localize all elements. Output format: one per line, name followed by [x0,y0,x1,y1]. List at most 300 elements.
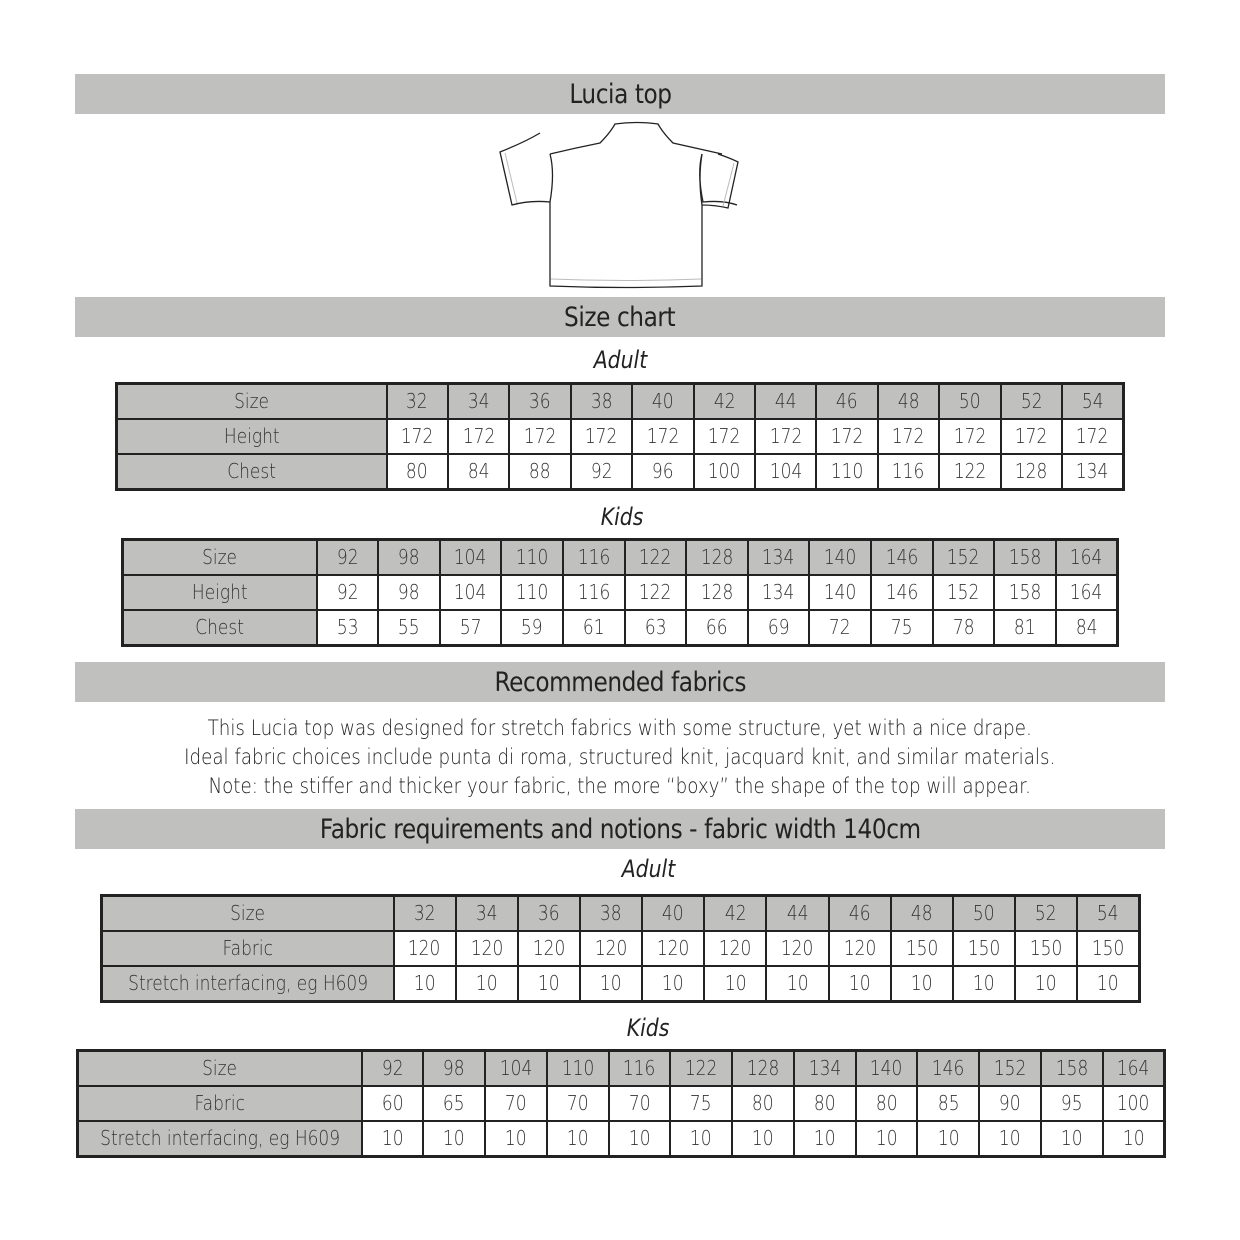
size-header-cell [485,1051,547,1087]
size-header-cell [1015,896,1077,932]
size-header-cell [878,384,939,420]
cell-value: 104 [454,545,487,569]
row-label [123,540,317,576]
cell-value: 116 [892,459,925,483]
cell-value: 54 [1081,389,1104,413]
table-cell [317,575,379,610]
table-cell [1056,610,1118,646]
cell-value: 128 [700,545,734,569]
fabrics-bar [75,662,1165,702]
cell-value: 158 [1008,545,1042,569]
table-row-size [117,384,1124,420]
cell-value: 152 [993,1056,1027,1080]
row-label-text: Size [202,1056,238,1080]
table-row-stretch-interfacing [102,966,1140,1002]
cell-value: 120 [843,936,876,960]
size-header-cell [1041,1051,1103,1087]
cell-value: 84 [1075,615,1098,639]
cell-value: 134 [1076,459,1109,483]
cell-value: 120 [594,936,628,960]
cell-value: 172 [708,424,741,448]
req-adult-label: Adult [621,855,675,883]
cell-value: 140 [823,580,857,604]
table-cell [933,610,995,646]
table-cell [917,1121,979,1157]
cell-value: 122 [684,1056,718,1080]
size-chart-heading: Size chart [564,302,676,333]
cell-value: 92 [336,545,359,569]
cell-value: 75 [890,615,913,639]
table-cell [829,966,891,1002]
table-cell [1077,931,1139,966]
size-header-cell [423,1051,485,1087]
table-cell [501,575,563,610]
cell-value: 60 [381,1091,404,1115]
table-cell [440,575,502,610]
table-cell [829,931,891,966]
table-cell [1015,931,1077,966]
cell-value: 72 [829,615,851,639]
table-cell [518,931,580,966]
cell-value: 66 [706,615,728,639]
size-header-cell [694,384,755,420]
row-label [78,1051,362,1087]
table-cell [809,610,871,646]
cell-value: 48 [911,901,933,925]
size-header-cell [609,1051,671,1087]
cell-value: 78 [952,615,975,639]
size-header-cell [979,1051,1041,1087]
table-cell [456,931,518,966]
size-header-cell [571,384,632,420]
cell-value: 38 [600,901,622,925]
cell-value: 10 [786,971,809,995]
size-header-cell [1001,384,1062,420]
size-header-cell [794,1051,856,1087]
cell-value: 120 [408,936,441,960]
cell-value: 10 [1060,1126,1083,1150]
table-cell [547,1121,609,1157]
table-row-chest [123,610,1118,646]
table-cell [448,419,509,454]
cell-value: 80 [813,1091,836,1115]
row-label-text: Size [230,901,266,925]
cell-value: 10 [937,1126,960,1150]
size-header-cell [440,540,502,576]
row-label-text: Chest [195,615,245,639]
row-label [102,931,394,966]
cell-value: 116 [623,1056,656,1080]
size-header-cell [563,540,625,576]
t-shirt-outline [500,123,738,288]
cell-value: 88 [529,459,551,483]
table-cell [625,575,687,610]
cell-value: 100 [1117,1091,1150,1115]
table-cell [732,1121,794,1157]
size-header-cell [378,540,440,576]
cell-value: 150 [905,936,939,960]
table-cell [686,575,748,610]
table-cell [609,1121,671,1157]
fabrics-line-3: Note: the stiffer and thicker your fabric, the more “boxy” the shape of the top will appear. [208,774,1032,798]
table-cell [571,454,632,490]
cell-value: 55 [398,615,420,639]
table-cell [423,1086,485,1121]
cell-value: 120 [656,936,690,960]
cell-value: 10 [752,1126,774,1150]
row-label [78,1086,362,1121]
cell-value: 104 [454,580,487,604]
table-cell [953,966,1015,1002]
table-cell [1001,454,1062,490]
size-chart-bar [75,297,1165,337]
cell-value: 98 [398,545,420,569]
cell-value: 122 [639,580,672,604]
t-shirt-illustration [495,118,745,293]
size-header-cell [732,1051,794,1087]
cell-value: 40 [662,901,685,925]
table-row-size [102,896,1140,932]
table-cell [1001,419,1062,454]
table-cell [878,419,939,454]
table-cell [816,419,877,454]
cell-value: 134 [808,1056,841,1080]
table-cell [580,931,642,966]
table-row-stretch-interfacing [78,1121,1165,1157]
page-title: Lucia top [568,79,672,110]
cell-value: 110 [515,580,549,604]
cell-value: 172 [892,424,925,448]
cell-value: 69 [767,615,790,639]
cell-value: 46 [848,901,871,925]
row-label [123,610,317,646]
table-cell [362,1086,424,1121]
cell-value: 172 [523,424,557,448]
cell-value: 98 [443,1056,465,1080]
table-cell [609,1086,671,1121]
cell-value: 32 [413,901,436,925]
size-header-cell [580,896,642,932]
table-cell [1056,575,1118,610]
table-row-fabric [78,1086,1165,1121]
table-cell [509,419,570,454]
cell-value: 10 [381,1126,404,1150]
table-row-height [123,575,1118,610]
cell-value: 172 [585,424,618,448]
table-cell [485,1086,547,1121]
cell-value: 104 [499,1056,533,1080]
table-cell [748,610,810,646]
size-header-cell [1056,540,1118,576]
cell-value: 96 [652,459,674,483]
cell-value: 92 [336,580,359,604]
kids-size-table [121,538,1119,647]
size-header-cell [748,540,810,576]
row-label [117,419,387,454]
req-kids-subheading [598,1014,698,1042]
table-cell [856,1121,918,1157]
cell-value: 122 [639,545,672,569]
cell-value: 110 [515,545,549,569]
size-header-cell [518,896,580,932]
cell-value: 42 [724,901,747,925]
req-kids-label: Kids [626,1014,670,1042]
table-cell [394,931,456,966]
table-cell [891,931,953,966]
cell-value: 40 [652,389,674,413]
cell-value: 152 [947,545,980,569]
table-cell [1103,1121,1165,1157]
row-label-text: Height [223,424,280,448]
adult-size-table [115,382,1125,491]
size-kids-subheading [572,503,672,531]
size-adult-subheading [570,346,670,374]
row-label-text: Height [191,580,248,604]
cell-value: 128 [746,1056,780,1080]
cell-value: 80 [752,1091,774,1115]
table-cell [1103,1086,1165,1121]
cell-value: 150 [967,936,1001,960]
cell-value: 70 [566,1091,589,1115]
row-label [117,454,387,490]
cell-value: 172 [1076,424,1109,448]
table-cell [1041,1121,1103,1157]
cell-value: 70 [505,1091,527,1115]
size-header-cell [891,896,953,932]
size-header-cell [509,384,570,420]
cell-value: 134 [762,545,795,569]
size-header-cell [547,1051,609,1087]
table-cell [748,575,810,610]
cell-value: 54 [1097,901,1119,925]
cell-value: 146 [932,1056,965,1080]
size-header-cell [1062,384,1124,420]
table-cell [632,454,693,490]
cell-value: 122 [953,459,987,483]
cell-value: 152 [947,580,980,604]
cell-value: 38 [590,389,613,413]
cell-value: 120 [781,936,814,960]
cell-value: 10 [1097,971,1119,995]
cell-value: 95 [1060,1091,1083,1115]
cell-value: 140 [870,1056,903,1080]
fabrics-line-1: This Lucia top was designed for stretch fabrics with some structure, yet with a nice drape. [207,716,1033,740]
cell-value: 10 [911,971,933,995]
size-header-cell [704,896,766,932]
table-cell [501,610,563,646]
cell-value: 134 [762,580,795,604]
cell-value: 92 [590,459,613,483]
fabrics-description [75,714,1165,801]
size-header-cell [1103,1051,1165,1087]
table-cell [317,610,379,646]
size-header-cell [856,1051,918,1087]
table-cell [1041,1086,1103,1121]
size-kids-label: Kids [600,503,644,531]
cell-value: 50 [973,901,995,925]
table-cell [994,610,1056,646]
size-header-cell [362,1051,424,1087]
cell-value: 52 [1020,389,1043,413]
cell-value: 172 [830,424,864,448]
requirements-heading: Fabric requirements and notions - fabric width 140cm [319,814,921,845]
size-header-cell [917,1051,979,1087]
table-cell [362,1121,424,1157]
cell-value: 10 [813,1126,836,1150]
table-cell [917,1086,979,1121]
table-cell [878,454,939,490]
table-cell [939,419,1000,454]
adult-requirements-table [100,894,1141,1003]
table-cell [704,931,766,966]
table-cell [694,454,755,490]
row-label-text: Fabric [194,1091,245,1115]
table-row-chest [117,454,1124,490]
cell-value: 57 [459,615,482,639]
row-label [102,966,394,1002]
cell-value: 36 [529,389,551,413]
cell-value: 164 [1117,1056,1150,1080]
size-header-cell [1077,896,1139,932]
cell-value: 150 [1091,936,1125,960]
cell-value: 10 [973,971,995,995]
table-cell [670,1121,732,1157]
row-label-text: Stretch interfacing, eg H609 [100,1126,341,1150]
table-cell [732,1086,794,1121]
cell-value: 80 [875,1091,898,1115]
row-label-text: Size [234,389,270,413]
cell-value: 10 [413,971,436,995]
cell-value: 61 [582,615,605,639]
table-cell [766,931,828,966]
size-header-cell [501,540,563,576]
cell-value: 32 [406,389,429,413]
size-header-cell [829,896,891,932]
row-label-text: Stretch interfacing, eg H609 [127,971,368,995]
row-label [102,896,394,932]
cell-value: 81 [1014,615,1036,639]
size-header-cell [625,540,687,576]
table-cell [1062,454,1124,490]
cell-value: 100 [708,459,741,483]
cell-value: 10 [724,971,747,995]
cell-value: 10 [999,1126,1021,1150]
table-cell [871,610,933,646]
cell-value: 172 [769,424,802,448]
table-cell [1077,966,1139,1002]
cell-value: 158 [1055,1056,1089,1080]
cell-value: 80 [406,459,429,483]
row-label [78,1121,362,1157]
table-cell [694,419,755,454]
table-cell [686,610,748,646]
cell-value: 120 [719,936,752,960]
row-label [123,575,317,610]
table-cell [580,966,642,1002]
table-cell [994,575,1056,610]
requirements-bar [75,809,1165,849]
row-label-text: Fabric [222,936,273,960]
table-cell [979,1086,1041,1121]
cell-value: 92 [381,1056,404,1080]
cell-value: 158 [1008,580,1042,604]
table-cell [387,419,448,454]
table-cell [571,419,632,454]
req-adult-subheading [598,855,698,883]
size-header-cell [387,384,448,420]
cell-value: 36 [538,901,560,925]
table-cell [755,419,816,454]
cell-value: 34 [475,901,498,925]
table-cell [871,575,933,610]
cell-value: 84 [467,459,490,483]
table-cell [440,610,502,646]
cell-value: 172 [400,424,434,448]
cell-value: 10 [538,971,560,995]
cell-value: 52 [1035,901,1057,925]
table-row-fabric [102,931,1140,966]
table-cell [704,966,766,1002]
fabrics-line-2: Ideal fabric choices include punta di roma, structured knit, jacquard knit, and similar materials. [184,745,1056,769]
cell-value: 104 [769,459,802,483]
size-header-cell [448,384,509,420]
table-cell [394,966,456,1002]
table-cell [856,1086,918,1121]
cell-value: 172 [646,424,680,448]
cell-value: 44 [786,901,809,925]
cell-value: 48 [897,389,920,413]
table-cell [625,610,687,646]
cell-value: 10 [628,1126,651,1150]
table-cell [378,610,440,646]
table-cell [939,454,1000,490]
table-cell [547,1086,609,1121]
table-cell [387,454,448,490]
table-cell [1015,966,1077,1002]
fabrics-heading: Recommended fabrics [494,667,746,698]
size-header-cell [871,540,933,576]
size-header-cell [994,540,1056,576]
cell-value: 172 [1015,424,1048,448]
cell-value: 10 [690,1126,713,1150]
table-cell [509,454,570,490]
cell-value: 164 [1070,580,1103,604]
cell-value: 10 [875,1126,898,1150]
table-cell [816,454,877,490]
table-cell [979,1121,1041,1157]
size-header-cell [632,384,693,420]
cell-value: 120 [532,936,566,960]
size-header-cell [953,896,1015,932]
table-cell [794,1086,856,1121]
cell-value: 10 [475,971,498,995]
cell-value: 65 [443,1091,465,1115]
table-cell [809,575,871,610]
cell-value: 10 [1122,1126,1145,1150]
title-bar [75,74,1165,114]
cell-value: 10 [443,1126,465,1150]
cell-value: 110 [561,1056,594,1080]
size-header-cell [939,384,1000,420]
size-header-cell [686,540,748,576]
table-cell [485,1121,547,1157]
size-adult-label: Adult [593,346,647,374]
row-label-text: Size [202,545,238,569]
table-cell [456,966,518,1002]
cell-value: 172 [462,424,495,448]
size-header-cell [317,540,379,576]
size-header-cell [456,896,518,932]
